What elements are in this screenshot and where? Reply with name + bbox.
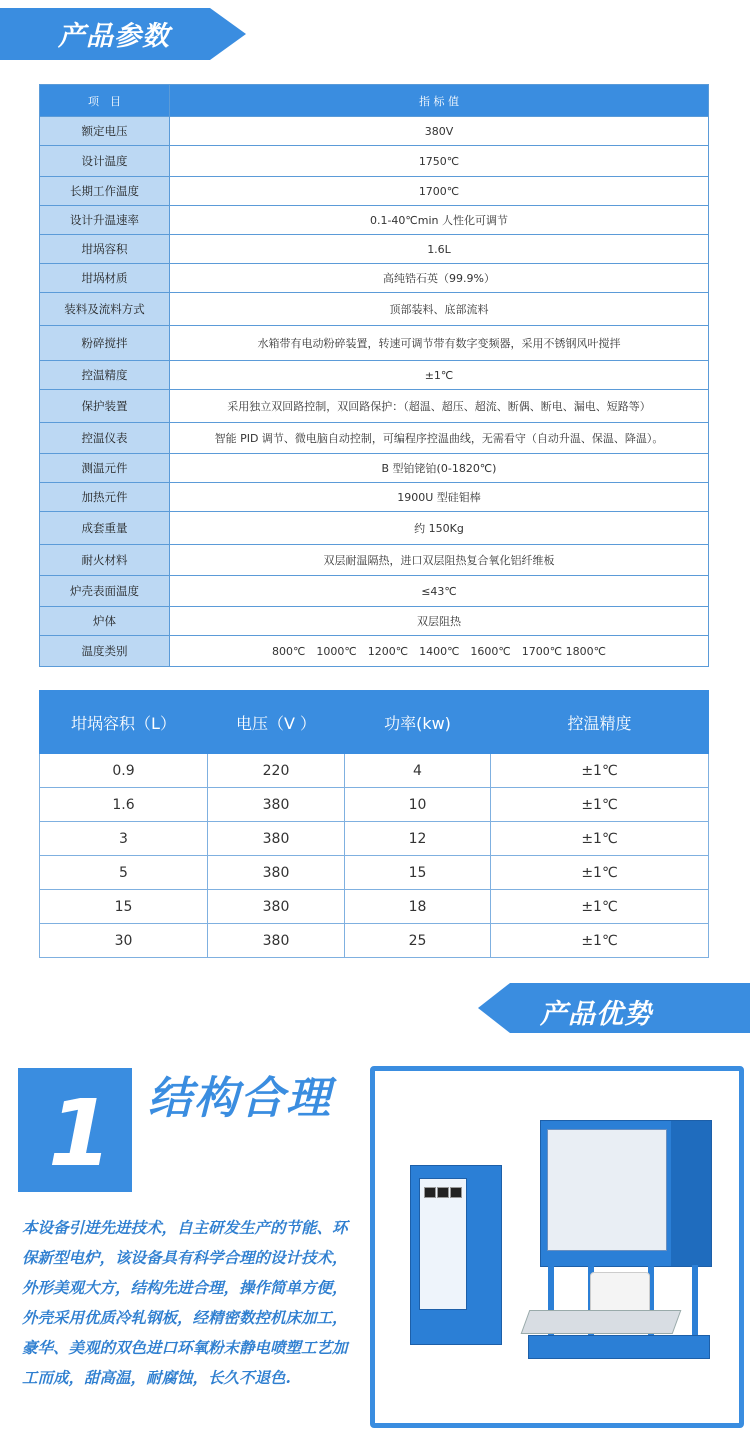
spec-value: 智能 PID 调节、微电脑自动控制，可编程序控温曲线，无需看守（自动升温、保温、降温）。 <box>170 423 709 454</box>
section-title-advantages: 产品优势 <box>540 999 652 1030</box>
power-kw-cell: 25 <box>345 924 491 958</box>
spec-row <box>40 293 709 326</box>
spec-row <box>40 576 709 607</box>
spec-label: 设计温度 <box>40 146 170 177</box>
furnace-side-panel <box>671 1121 711 1266</box>
spec-label: 坩埚材质 <box>40 264 170 293</box>
spec-label: 耐火材料 <box>40 545 170 576</box>
power-row <box>40 788 709 822</box>
spec-label: 成套重量 <box>40 512 170 545</box>
spec-label: 坩埚容积 <box>40 235 170 264</box>
feature-title: 结构合理 <box>148 1073 332 1124</box>
spec-value: ≤43℃ <box>170 576 709 607</box>
spec-label: 保护装置 <box>40 390 170 423</box>
power-kw-cell: 12 <box>345 822 491 856</box>
power-capacity-cell: 30 <box>40 924 208 958</box>
spec-row <box>40 636 709 667</box>
power-voltage-cell: 220 <box>208 754 345 788</box>
leg <box>692 1265 698 1345</box>
spec-row <box>40 361 709 390</box>
power-voltage-cell: 380 <box>208 822 345 856</box>
spec-row <box>40 607 709 636</box>
power-row <box>40 856 709 890</box>
spec-row <box>40 326 709 361</box>
power-accuracy-cell: ±1℃ <box>491 822 709 856</box>
spec-header-row <box>40 85 709 117</box>
spec-label: 长期工作温度 <box>40 177 170 206</box>
spec-value: B 型铂铑铂(0-1820℃) <box>170 454 709 483</box>
spec-label: 控温仪表 <box>40 423 170 454</box>
power-accuracy-cell: ±1℃ <box>491 788 709 822</box>
power-voltage-cell: 380 <box>208 856 345 890</box>
power-header-power: 功率(kw) <box>345 691 491 754</box>
spec-value: 双层阻热 <box>170 607 709 636</box>
power-capacity-cell: 15 <box>40 890 208 924</box>
spec-label: 控温精度 <box>40 361 170 390</box>
spec-label: 炉壳表面温度 <box>40 576 170 607</box>
spec-value: 1700℃ <box>170 177 709 206</box>
power-kw-cell: 18 <box>345 890 491 924</box>
spec-row <box>40 264 709 293</box>
spec-value: 1.6L <box>170 235 709 264</box>
spec-row <box>40 390 709 423</box>
spec-label: 加热元件 <box>40 483 170 512</box>
spec-header-value: 指 标 值 <box>170 85 709 117</box>
furnace-body <box>540 1120 712 1267</box>
spec-label: 额定电压 <box>40 117 170 146</box>
power-row <box>40 822 709 856</box>
power-header-row <box>40 691 709 754</box>
spec-value: 顶部装料、底部流料 <box>170 293 709 326</box>
loading-platform <box>521 1310 682 1334</box>
power-capacity-cell: 3 <box>40 822 208 856</box>
power-accuracy-cell: ±1℃ <box>491 890 709 924</box>
power-capacity-cell: 0.9 <box>40 754 208 788</box>
power-accuracy-cell: ±1℃ <box>491 856 709 890</box>
spec-value: 水箱带有电动粉碎装置，转速可调节带有数字变频器，采用不锈钢风叶搅拌 <box>170 326 709 361</box>
furnace-front-panel <box>547 1129 667 1251</box>
spec-header-item: 项 目 <box>40 85 170 117</box>
spec-row <box>40 206 709 235</box>
spec-row <box>40 235 709 264</box>
spec-row <box>40 117 709 146</box>
meter-icon <box>450 1187 462 1198</box>
power-header-capacity: 坩埚容积（L） <box>40 691 208 754</box>
spec-label: 炉体 <box>40 607 170 636</box>
power-voltage-cell: 380 <box>208 788 345 822</box>
spec-row <box>40 146 709 177</box>
trolley-base <box>528 1335 710 1359</box>
spec-row <box>40 177 709 206</box>
spec-value: 0.1-40℃min 人性化可调节 <box>170 206 709 235</box>
spec-value: 约 150Kg <box>170 512 709 545</box>
spec-label: 温度类别 <box>40 636 170 667</box>
power-kw-cell: 4 <box>345 754 491 788</box>
control-panel <box>419 1178 467 1310</box>
spec-row <box>40 423 709 454</box>
spec-table <box>39 84 709 667</box>
power-row <box>40 890 709 924</box>
power-capacity-cell: 5 <box>40 856 208 890</box>
spec-value: 采用独立双回路控制，双回路保护：（超温、超压、超流、断偶、断电、漏电、短路等） <box>170 390 709 423</box>
feature-description: 本设备引进先进技术，自主研发生产的节能、环保新型电炉，该设备具有科学合理的设计技术，外形美观大方，结构先进合理，操作简单方便，外壳采用优质冷轧钢板，经精密数控机床加工，豪华、美观的双色进口环氧粉末静电喷塑工艺加工而成，甜高温，耐腐蚀，长久不退色. <box>22 1218 348 1387</box>
spec-row <box>40 512 709 545</box>
power-accuracy-cell: ±1℃ <box>491 754 709 788</box>
power-row <box>40 924 709 958</box>
power-voltage-cell: 380 <box>208 890 345 924</box>
spec-label: 设计升温速率 <box>40 206 170 235</box>
spec-label: 粉碎搅拌 <box>40 326 170 361</box>
power-voltage-cell: 380 <box>208 924 345 958</box>
feature-number: 1 <box>48 1080 113 1187</box>
spec-row <box>40 454 709 483</box>
meter-icon <box>424 1187 436 1198</box>
power-header-voltage: 电压（V ） <box>208 691 345 754</box>
spec-value: ±1℃ <box>170 361 709 390</box>
section-title-params: 产品参数 <box>58 21 170 52</box>
spec-row <box>40 545 709 576</box>
power-table <box>39 690 709 958</box>
meter-icon <box>437 1187 449 1198</box>
power-row <box>40 754 709 788</box>
spec-value: 双层耐温隔热，进口双层阻热复合氧化铝纤维板 <box>170 545 709 576</box>
spec-value: 800℃ 1000℃ 1200℃ 1400℃ 1600℃ 1700℃ 1800℃ <box>170 636 709 667</box>
spec-value: 380V <box>170 117 709 146</box>
spec-label: 测温元件 <box>40 454 170 483</box>
spec-row <box>40 483 709 512</box>
power-kw-cell: 15 <box>345 856 491 890</box>
power-accuracy-cell: ±1℃ <box>491 924 709 958</box>
power-header-accuracy: 控温精度 <box>491 691 709 754</box>
power-capacity-cell: 1.6 <box>40 788 208 822</box>
spec-value: 高纯锆石英（99.9%） <box>170 264 709 293</box>
spec-label: 装料及流料方式 <box>40 293 170 326</box>
control-cabinet <box>410 1165 502 1345</box>
crucible-block <box>590 1272 650 1314</box>
spec-value: 1900U 型硅钼棒 <box>170 483 709 512</box>
power-kw-cell: 10 <box>345 788 491 822</box>
spec-value: 1750℃ <box>170 146 709 177</box>
